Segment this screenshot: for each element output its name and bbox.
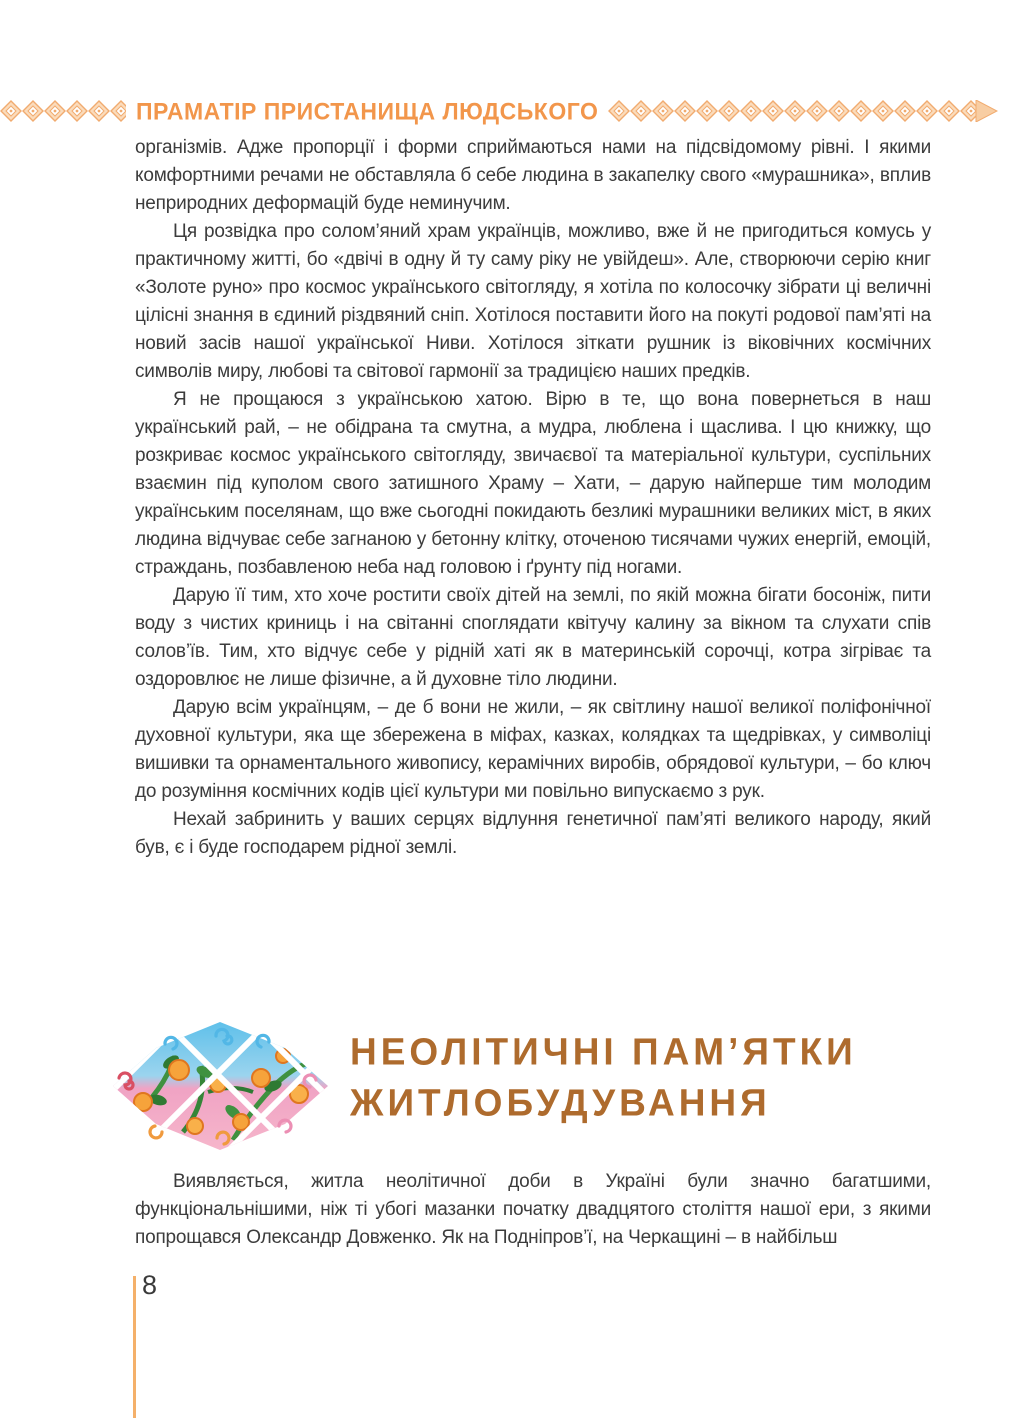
- page-number: 8: [142, 1270, 158, 1300]
- running-head-title: ПРАМАТІР ПРИСТАНИЩА ЛЮДСЬКОГО: [136, 96, 599, 125]
- paragraph: Дарую всім українцям, – де б вони не жили, – як світлину нашої великої поліфонічної духовної культури, яка ще збережена в міфах, казках, колядках та щедрівках, у символіці вишивки та орнаментального живопису, керамічних виробів, обрядової культури, – бо ключ до розуміння космічних кодів цієї культури ми повільно випускаємо з рук.: [135, 697, 931, 802]
- chapter-title-line2: ЖИТЛОБУДУВАННЯ: [350, 1082, 771, 1124]
- ornament-band-right-icon: [608, 100, 998, 122]
- paragraph: Я не прощаюся з українською хатою. Вірю в те, що вона повернеться в наш український рай, – не обідрана та смутна, а мудра, люблена і щаслива. І цю книжку, що розкриває космос українського світогляду, звичаєвої та матеріальної культури, суспільних взаємин під куполом свого затишного Храму – Хати, – дарую найперше тим молодим українським поселянам, що вже сьогодні покидають безликі мурашники великих міст, в яких людина відчуває себе загнаною у бетонну клітку, оточеною тисячами чужих енергій, емоцій, страждань, позбавленою неба над головою і ґрунту під ногами.: [135, 389, 931, 578]
- ornament-band-left-icon: [0, 100, 126, 122]
- section-text-block: [135, 1168, 931, 1252]
- paragraph: організмів. Адже пропорції і форми сприймаються нами на підсвідомому рівні. І якими комфортними речами не обставляла б себе людина в закапелку свого «мурашника», вплив неприродних деформацій буде неминучим.: [135, 137, 931, 214]
- chapter-title-line1: НЕОЛІТИЧНІ ПАМ’ЯТКИ: [350, 1031, 857, 1073]
- chapter-title: [350, 1027, 857, 1129]
- running-head: [0, 98, 1022, 124]
- paragraph: Дарую її тим, хто хоче ростити своїх дітей на землі, по якій можна бігати босоніж, пити воду з чистих криниць і на світанні споглядати квітучу калину за вікном та слухати спів солов’їв. Тим, хто відчує себе у рідній хаті як в материнській сорочці, котра зігріває та оздоровлює не лише фізичне, а й духовне тіло людини.: [135, 585, 931, 690]
- chapter-heading-row: [0, 1014, 1022, 1155]
- paragraph: Ця розвідка про солом’яний храм українців, можливо, вже й не пригодиться комусь у практичному житті, бо «двічі в одну й ту саму ріку не увійдеш». Але, створюючи серію книг «Золоте руно» про космос українського світогляду, я хотіла по колосочку зібрати ці величні цілісні знання в єдиний різдвяний сніп. Хотілося поставити його на покуті родової пам’яті на новий засів нашої української Ниви. Хотілося зіткати рушник із віковічних космічних символів миру, любові та світової гармонії за традицією наших предків.: [135, 221, 931, 382]
- body-text-block: [135, 134, 931, 862]
- paragraph: Нехай забринить у ваших серцях відлуння генетичної пам’яті великого народу, який був, є і буде господарем рідної землі.: [135, 809, 931, 858]
- folio-rule: [133, 1276, 136, 1418]
- paragraph: Виявляється, житла неолітичної доби в Україні були значно багатшими, функціональнішими, ніж ті убогі мазанки початку двадцятого століття нашої ери, з якими попрощався Олександр Довженко. Як на Подніпров’ї, на Черкащині – в найбільш: [135, 1171, 931, 1248]
- folk-vignette-icon: [113, 1022, 328, 1155]
